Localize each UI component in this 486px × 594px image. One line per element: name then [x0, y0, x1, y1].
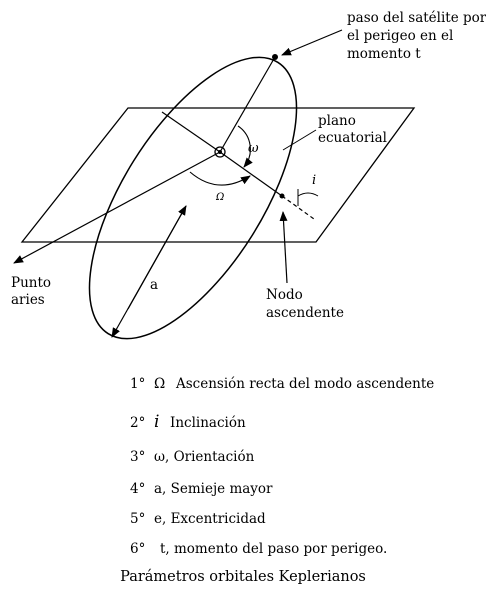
param-5 [130, 511, 266, 527]
perigee-arrow [282, 30, 342, 55]
orbit-chord [162, 112, 220, 152]
semi-axis-label: a [150, 277, 159, 293]
param-4 [130, 481, 273, 497]
aries-vector [14, 152, 220, 263]
plane-label-line1: plano [318, 113, 356, 129]
param-2 [130, 412, 246, 432]
aries-label-line1: Punto [11, 275, 52, 291]
big-omega-arc [190, 172, 250, 185]
param-1-num: 1° [130, 376, 146, 392]
semi-major-axis-up [128, 206, 186, 309]
node-arrow [283, 212, 287, 283]
line-of-nodes [220, 152, 282, 196]
perigee-point [272, 54, 278, 60]
param-4-num: 4° [130, 481, 146, 497]
param-1-text: Ascensión recta del modo ascendente [176, 376, 435, 392]
param-2-text: Inclinación [170, 415, 246, 431]
figure-caption: Parámetros orbitales Keplerianos [120, 569, 366, 585]
node-label-line1: Nodo [266, 287, 303, 303]
inclination-arc [298, 193, 318, 196]
earth-center-dot [218, 150, 222, 154]
aries-label-line2: aries [11, 292, 45, 308]
perigee-label-line2: el perigeo en el [347, 28, 454, 44]
plane-arrow [283, 130, 316, 150]
param-3-num: 3° [130, 449, 146, 465]
perigee-label-line1: paso del satélite por [347, 10, 486, 26]
param-5-num: 5° [130, 511, 146, 527]
omega-small-label: ω [248, 141, 259, 156]
param-2-symbol: i [154, 412, 160, 432]
param-1 [130, 376, 434, 392]
param-6-text: t, momento del paso por perigeo. [160, 541, 388, 557]
param-3 [130, 449, 254, 465]
param-6-num: 6° [130, 541, 146, 557]
param-6 [130, 541, 387, 557]
omega-big-label: Ω [216, 192, 225, 203]
ascending-node-point [280, 194, 285, 199]
param-1-symbol: Ω [154, 376, 166, 392]
param-2-num: 2° [130, 415, 146, 431]
param-3-text: ω, Orientación [154, 449, 255, 465]
node-label-line2: ascendente [266, 305, 344, 321]
param-4-text: a, Semieje mayor [154, 481, 273, 497]
perigee-label-line3: momento t [347, 46, 421, 62]
param-5-text: e, Excentricidad [154, 511, 266, 527]
inclination-label: i [312, 173, 317, 188]
plane-label-line2: ecuatorial [318, 130, 387, 146]
